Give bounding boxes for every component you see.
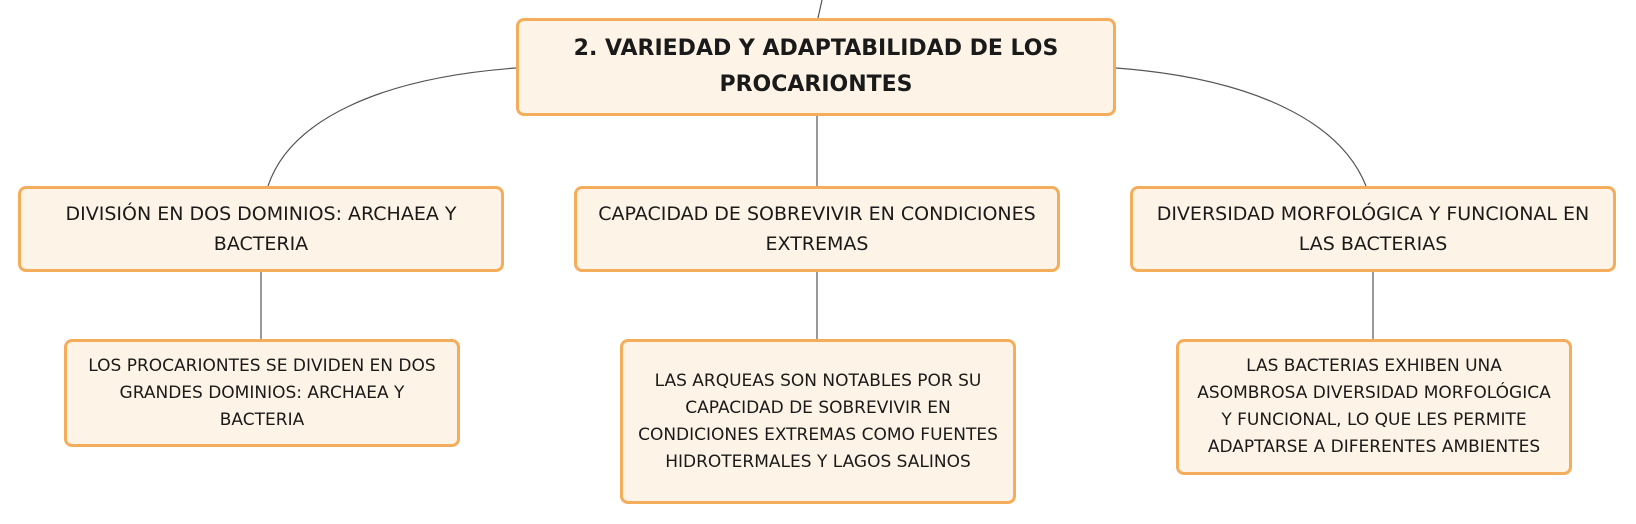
subtopic-label: CAPACIDAD DE SOBREVIVIR EN CONDICIONES EXTREMAS (598, 203, 1036, 255)
incoming-connector (818, 0, 822, 18)
connector-root-to-left (268, 68, 516, 186)
detail-text: LAS ARQUEAS SON NOTABLES POR SU CAPACIDAD DE SOBREVIVIR EN CONDICIONES EXTREMAS COMO FUENTES HIDROTERMALES Y LAGOS SALINOS (638, 370, 998, 472)
detail-text: LAS BACTERIAS EXHIBEN UNA ASOMBROSA DIVERSIDAD MORFOLÓGICA Y FUNCIONAL, LO QUE LES PERMITE ADAPTARSE A DIFERENTES AMBIENTES (1197, 356, 1551, 457)
detail-text: LOS PROCARIONTES SE DIVIDEN EN DOS GRANDES DOMINIOS: ARCHAEA Y BACTERIA (88, 355, 436, 430)
subtopic-node-dominios[interactable] (18, 186, 504, 272)
subtopic-node-condiciones-extremas[interactable] (574, 186, 1060, 272)
detail-node-condiciones-extremas[interactable] (620, 339, 1016, 504)
subtopic-node-diversidad[interactable] (1130, 186, 1616, 272)
root-topic-node[interactable] (516, 18, 1116, 116)
connector-root-to-right (1116, 68, 1366, 186)
detail-node-diversidad[interactable] (1176, 339, 1572, 475)
subtopic-label: DIVISIÓN EN DOS DOMINIOS: ARCHAEA Y BACTERIA (65, 203, 457, 255)
root-topic-title: 2. VARIEDAD Y ADAPTABILIDAD DE LOS PROCARIONTES (573, 36, 1059, 97)
detail-node-dominios[interactable] (64, 339, 460, 447)
subtopic-label: DIVERSIDAD MORFOLÓGICA Y FUNCIONAL EN LAS BACTERIAS (1156, 203, 1590, 255)
